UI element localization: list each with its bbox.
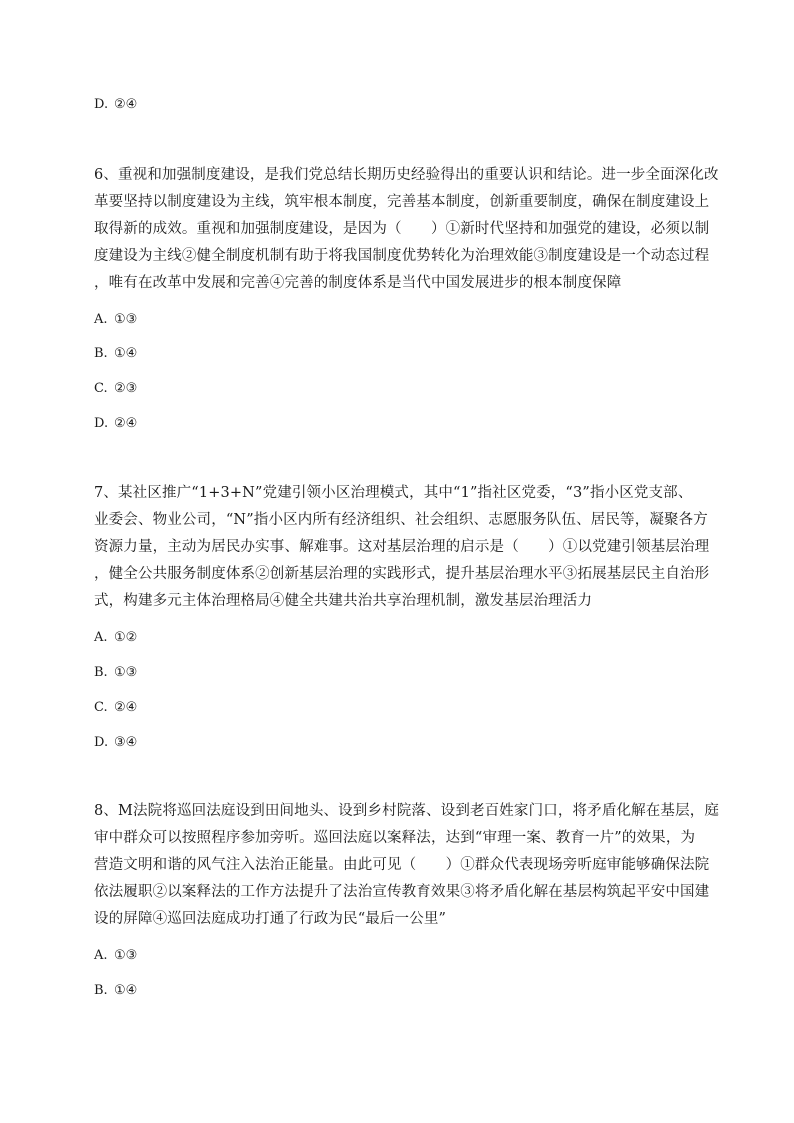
option-a [94, 312, 137, 328]
option-text: ②④ [114, 416, 138, 431]
question-line: 取得新的成效。重视和加强制度建设，是因为（ ）①新时代坚持和加强党的建设，必须以制 [94, 221, 710, 237]
option-text: ①③ [114, 665, 138, 680]
option-letter: D. [94, 735, 109, 750]
option-d-prev [94, 97, 137, 113]
option-c [94, 381, 137, 397]
option-letter: A. [94, 312, 108, 327]
option-text: ②④ [114, 700, 138, 715]
option-text: ①③ [114, 948, 138, 963]
option-text: ①④ [114, 983, 138, 998]
option-letter: D. [94, 97, 109, 112]
option-letter: D. [94, 416, 109, 431]
option-letter: A. [94, 630, 108, 645]
option-d [94, 416, 137, 432]
question-line: 革要坚持以制度建设为主线，筑牢根本制度，完善基本制度，创新重要制度，确保在制度建设上 [94, 194, 710, 210]
option-letter: B. [94, 665, 108, 680]
question-line: 8、M法院将巡回法庭设到田间地头、设到乡村院落、设到老百姓家门口，将矛盾化解在基层，庭 [94, 803, 720, 819]
option-text: ①② [114, 630, 138, 645]
question-line: 设的屏障④巡回法庭成功打通了行政为民“最后一公里” [94, 911, 447, 927]
option-letter: C. [94, 381, 108, 396]
option-letter: A. [94, 948, 108, 963]
question-line: 资源力量，主动为居民办实事、解难事。这对基层治理的启示是（ ）①以党建引领基层治理 [94, 539, 710, 555]
option-text: ③④ [114, 735, 138, 750]
question-line: ，唯有在改革中发展和完善④完善的制度体系是当代中国发展进步的根本制度保障 [94, 275, 622, 291]
option-text: ①④ [114, 346, 138, 361]
question-line: 式，构建多元主体治理格局④健全共建共治共享治理机制，激发基层治理活力 [94, 593, 593, 609]
question-line: 业委会、物业公司，“N”指小区内所有经济组织、社会组织、志愿服务队伍、居民等，凝聚各方 [94, 512, 708, 528]
option-b [94, 665, 137, 681]
option-text: ②③ [114, 381, 138, 396]
option-a [94, 630, 137, 646]
question-line: 审中群众可以按照程序参加旁听。巡回法庭以案释法，达到“审理一案、教育一片”的效果，为 [94, 830, 696, 846]
option-letter: C. [94, 700, 108, 715]
option-b [94, 983, 137, 999]
option-letter: B. [94, 346, 108, 361]
question-line: 6、重视和加强制度建设，是我们党总结长期历史经验得出的重要认识和结论。进一步全面深化改 [94, 167, 719, 183]
question-line: ，健全公共服务制度体系②创新基层治理的实践形式，提升基层治理水平③拓展基层民主自治形 [94, 566, 710, 582]
option-text: ①③ [114, 312, 138, 327]
option-a [94, 948, 137, 964]
question-line: 7、某社区推广“1+3+N”党建引领小区治理模式，其中“1”指社区党委，“3”指小区党支部、 [94, 485, 693, 501]
question-line: 营造文明和谐的风气注入法治正能量。由此可见（ ）①群众代表现场旁听庭审能够确保法院 [94, 857, 710, 873]
option-letter: B. [94, 983, 108, 998]
option-c [94, 700, 137, 716]
option-b [94, 346, 137, 362]
option-text: ②④ [114, 97, 138, 112]
question-line: 度建设为主线②健全制度机制有助于将我国制度优势转化为治理效能③制度建设是一个动态过程 [94, 248, 710, 264]
option-d [94, 735, 137, 751]
question-line: 依法履职②以案释法的工作方法提升了法治宣传教育效果③将矛盾化解在基层构筑起平安中国建 [94, 884, 710, 900]
